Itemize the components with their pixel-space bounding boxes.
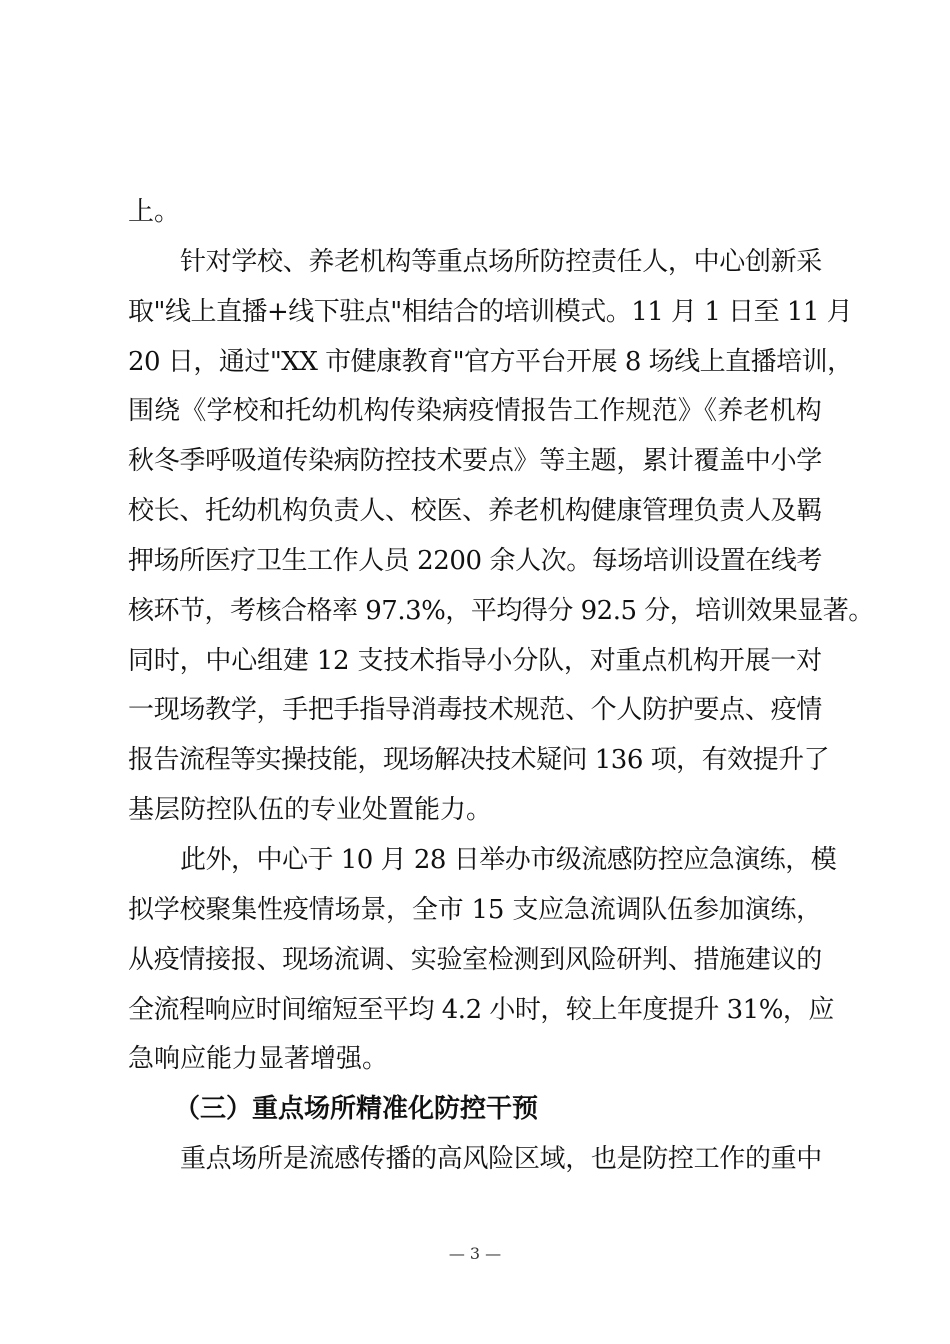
text-line-row — [128, 886, 822, 936]
text-line-row — [128, 387, 822, 437]
text-line: 报告流程等实操技能，现场解决技术疑问 136 项，有效提升了 — [128, 745, 830, 776]
page-number: — 3 — — [448, 1244, 502, 1263]
text-line: 拟学校聚集性疫情场景，全市 15 支应急流调队伍参加演练， — [128, 894, 822, 925]
text-line-row — [128, 487, 822, 537]
text-line-row — [128, 986, 834, 1036]
paragraph-start-line: 此外，中心于 10 月 28 日举办市级流感防控应急演练，模 — [180, 844, 837, 875]
text-line-row — [128, 1035, 822, 1085]
text-line-row — [128, 437, 822, 487]
paragraph-start-row — [128, 1135, 822, 1185]
paragraph-start-line: 针对学校、养老机构等重点场所防控责任人，中心创新采 — [180, 246, 822, 277]
text-line: 秋冬季呼吸道传染病防控技术要点》等主题，累计覆盖中小学 — [128, 446, 822, 477]
section-heading: （三）重点场所精准化防控干预 — [174, 1094, 539, 1125]
text-line: 核环节，考核合格率 97.3%，平均得分 92.5 分，培训效果显著。 — [128, 595, 874, 626]
text-line-row — [128, 338, 853, 388]
text-line: 20 日，通过"XX 市健康教育"官方平台开展 8 场线上直播培训， — [128, 346, 853, 377]
text-line: 校长、托幼机构负责人、校医、养老机构健康管理负责人及羁 — [128, 496, 822, 527]
text-line-row — [128, 288, 853, 338]
text-line-row — [128, 936, 822, 986]
text-line-row — [128, 736, 830, 786]
text-line: 从疫情接报、现场流调、实验室检测到风险研判、措施建议的 — [128, 944, 822, 975]
text-line: 同时，中心组建 12 支技术指导小分队，对重点机构开展一对 — [128, 645, 822, 676]
text-line-row — [128, 587, 874, 637]
text-line: 一现场教学，手把手指导消毒技术规范、个人防护要点、疫情 — [128, 695, 822, 726]
paragraph-start-line: 重点场所是流感传播的高风险区域，也是防控工作的重中 — [180, 1144, 822, 1175]
text-line-row — [128, 786, 822, 836]
section-heading-row — [128, 1085, 822, 1135]
text-line-row — [128, 188, 822, 238]
text-line: 围绕《学校和托幼机构传染病疫情报告工作规范》《养老机构 — [128, 396, 822, 427]
paragraph-start-row — [128, 836, 837, 886]
text-line: 基层防控队伍的专业处置能力。 — [128, 795, 493, 826]
text-line: 取"线上直播+线下驻点"相结合的培训模式。11 月 1 日至 11 月 — [128, 296, 853, 327]
document-body — [128, 188, 874, 1185]
text-line: 押场所医疗卫生工作人员 2200 余人次。每场培训设置在线考 — [128, 545, 822, 576]
text-line-row — [128, 686, 822, 736]
text-line: 急响应能力显著增强。 — [128, 1044, 389, 1075]
paragraph-start-row — [128, 238, 822, 288]
text-line-row — [128, 537, 822, 587]
text-line: 上。 — [128, 197, 181, 227]
text-line-row — [128, 637, 822, 687]
text-line: 全流程响应时间缩短至平均 4.2 小时，较上年度提升 31%，应 — [128, 994, 834, 1025]
